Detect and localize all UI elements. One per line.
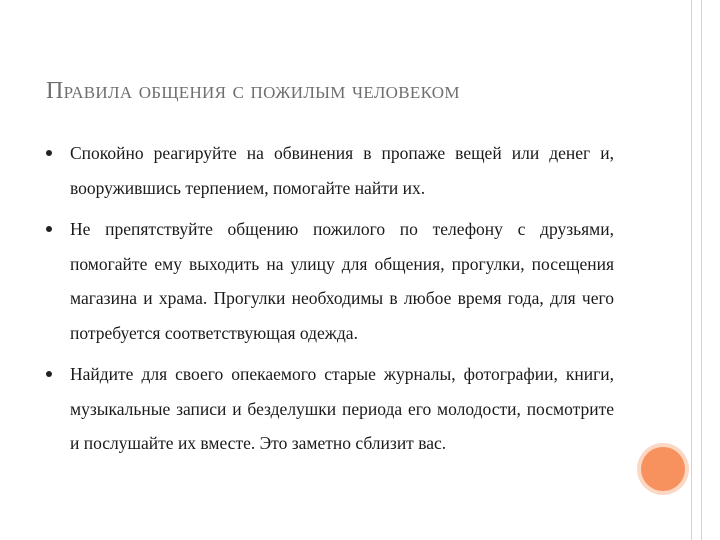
- bullet-item: [46, 136, 614, 205]
- bullet-text: Спокойно реагируйте на обвинения в пропаже вещей или денег и, вооружившись терпением, помогайте найти их.: [70, 143, 614, 198]
- decorative-border-line-right: [701, 0, 702, 540]
- decorative-orange-circle: [641, 447, 685, 491]
- bullet-dot-icon: [46, 150, 52, 156]
- bullet-dot-icon: [46, 371, 52, 377]
- bullet-list: [46, 136, 614, 468]
- slide-title: Правила общения с пожилым человеком: [46, 78, 460, 104]
- decorative-border-line-left: [691, 0, 692, 540]
- bullet-dot-icon: [46, 226, 52, 232]
- bullet-text: Не препятствуйте общению пожилого по телефону с друзьями, помогайте ему выходить на улицу для общения, прогулки, посещения магазина и храма. Прогулки необходимы в любое время года, для чего потребуется соответствующая одежда.: [70, 219, 614, 343]
- bullet-item: [46, 212, 614, 350]
- bullet-text: Найдите для своего опекаемого старые журналы, фотографии, книги, музыкальные записи и безделушки периода его молодости, посмотрите и послушайте их вместе. Это заметно сблизит вас.: [70, 364, 614, 453]
- bullet-item: [46, 357, 614, 461]
